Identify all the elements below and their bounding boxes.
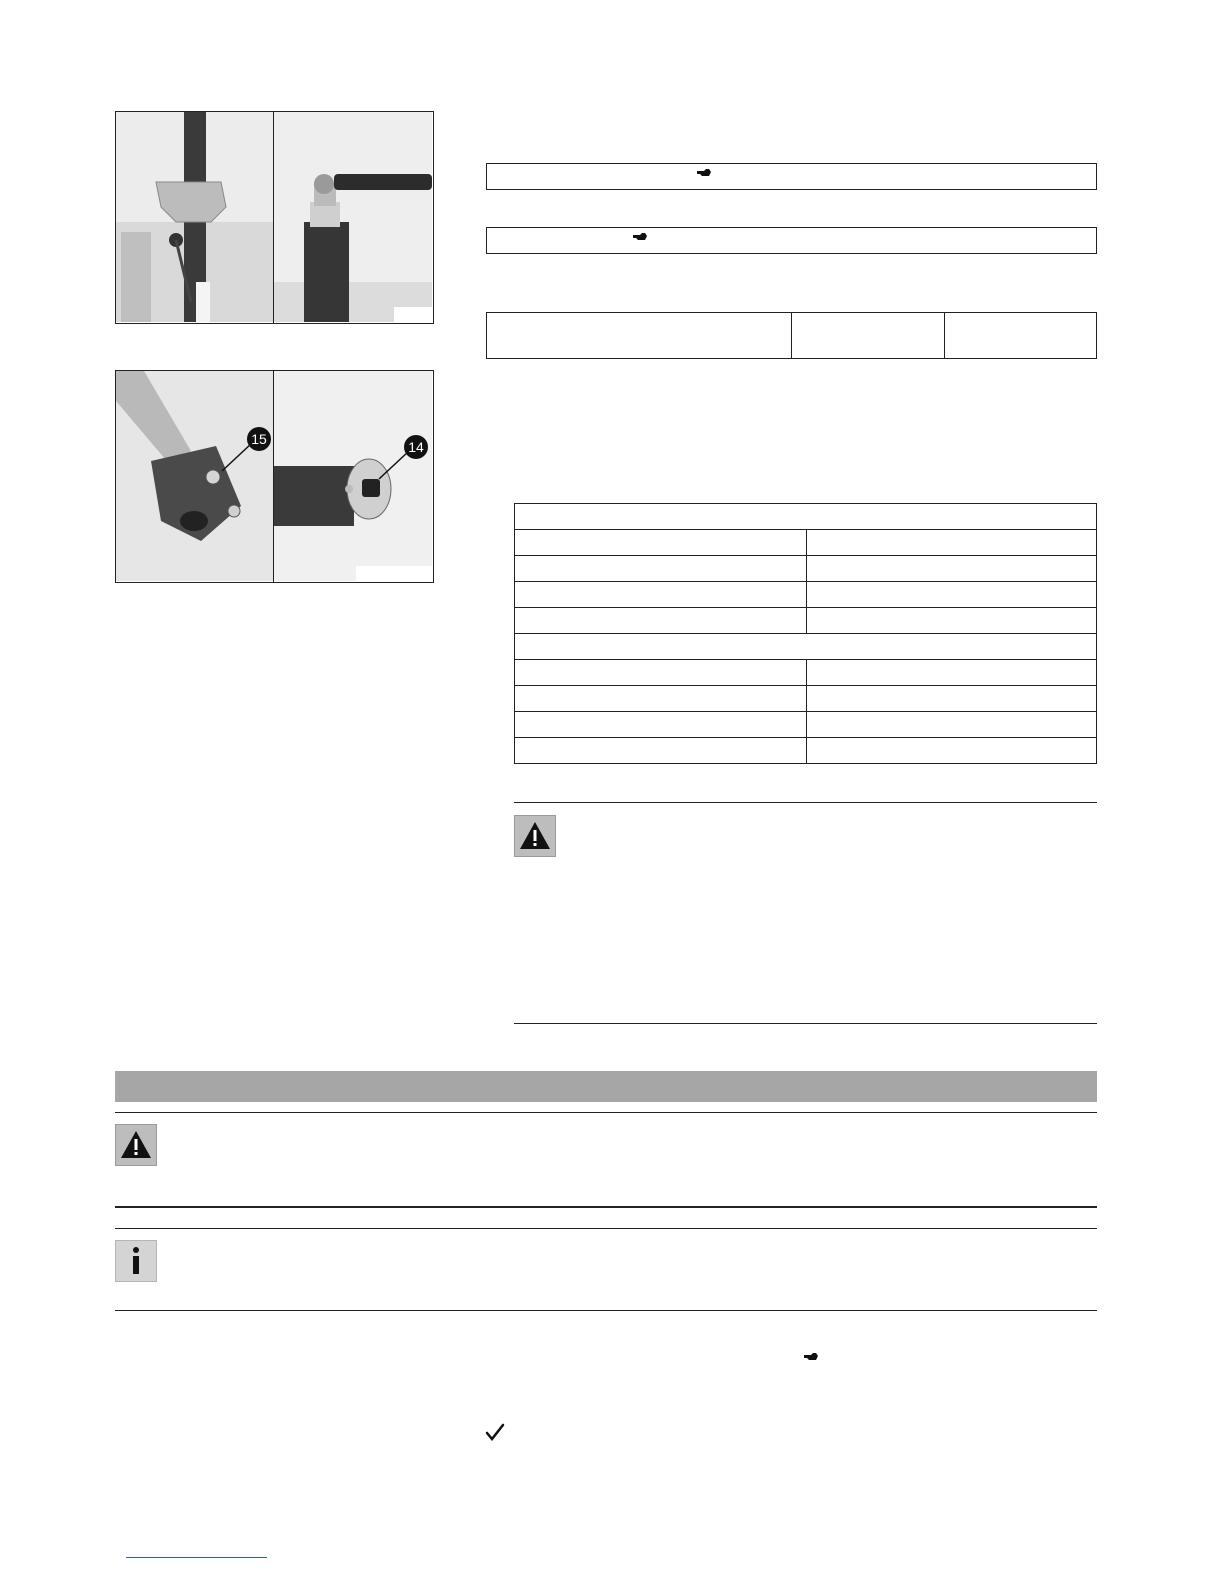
check-mark-icon xyxy=(485,1422,505,1442)
section-header-bar xyxy=(115,1071,1097,1102)
warning-2-top-rule xyxy=(115,1112,1097,1113)
table-row xyxy=(515,530,1097,556)
callout-14: 14 xyxy=(408,439,424,455)
table-cell xyxy=(515,660,807,686)
table-row xyxy=(515,504,1097,530)
table-cell xyxy=(807,712,1097,738)
table-cell xyxy=(515,686,807,712)
table-cell xyxy=(807,608,1097,634)
table-cell xyxy=(515,556,807,582)
table-cell xyxy=(515,608,807,634)
table-row xyxy=(515,582,1097,608)
warning-2-bottom-rule xyxy=(115,1206,1097,1208)
pointing-hand-icon xyxy=(696,168,712,178)
table-cell xyxy=(807,530,1097,556)
spec-box-2 xyxy=(486,227,1097,254)
table-cell xyxy=(807,738,1097,764)
pointing-hand-icon xyxy=(632,232,648,242)
table-row xyxy=(515,738,1097,764)
pointing-hand-icon xyxy=(803,1352,819,1362)
info-icon xyxy=(115,1240,157,1282)
spec-table xyxy=(514,503,1097,764)
table-cell xyxy=(515,738,807,764)
table-row xyxy=(515,634,1097,660)
footer-link-underline[interactable] xyxy=(126,1557,267,1558)
table-cell xyxy=(807,582,1097,608)
table-cell xyxy=(807,660,1097,686)
warning-top-rule xyxy=(514,802,1097,803)
table-section-header xyxy=(515,504,1097,530)
photo-fork-cap xyxy=(273,370,434,583)
table-row xyxy=(515,712,1097,738)
spec-box-1 xyxy=(486,163,1097,190)
table-row xyxy=(515,556,1097,582)
info-top-rule xyxy=(115,1228,1097,1229)
table-cell xyxy=(515,582,807,608)
table-row xyxy=(515,686,1097,712)
table-cell xyxy=(515,530,807,556)
callout-15: 15 xyxy=(251,431,267,447)
table-cell xyxy=(515,712,807,738)
photo-torque-wrench xyxy=(273,111,434,324)
table-row xyxy=(515,660,1097,686)
photo-fork-clamp xyxy=(115,111,275,324)
table-cell xyxy=(807,686,1097,712)
photo-fork-bottom xyxy=(115,370,275,583)
warning-bottom-rule xyxy=(514,1023,1097,1024)
warning-triangle-icon xyxy=(514,815,556,857)
info-bottom-rule xyxy=(115,1310,1097,1311)
warning-triangle-icon xyxy=(115,1124,157,1166)
table-row xyxy=(515,608,1097,634)
table-section-header xyxy=(515,634,1097,660)
spec-box-3-divider-1 xyxy=(791,312,792,359)
spec-box-3-divider-2 xyxy=(944,312,945,359)
table-cell xyxy=(807,556,1097,582)
